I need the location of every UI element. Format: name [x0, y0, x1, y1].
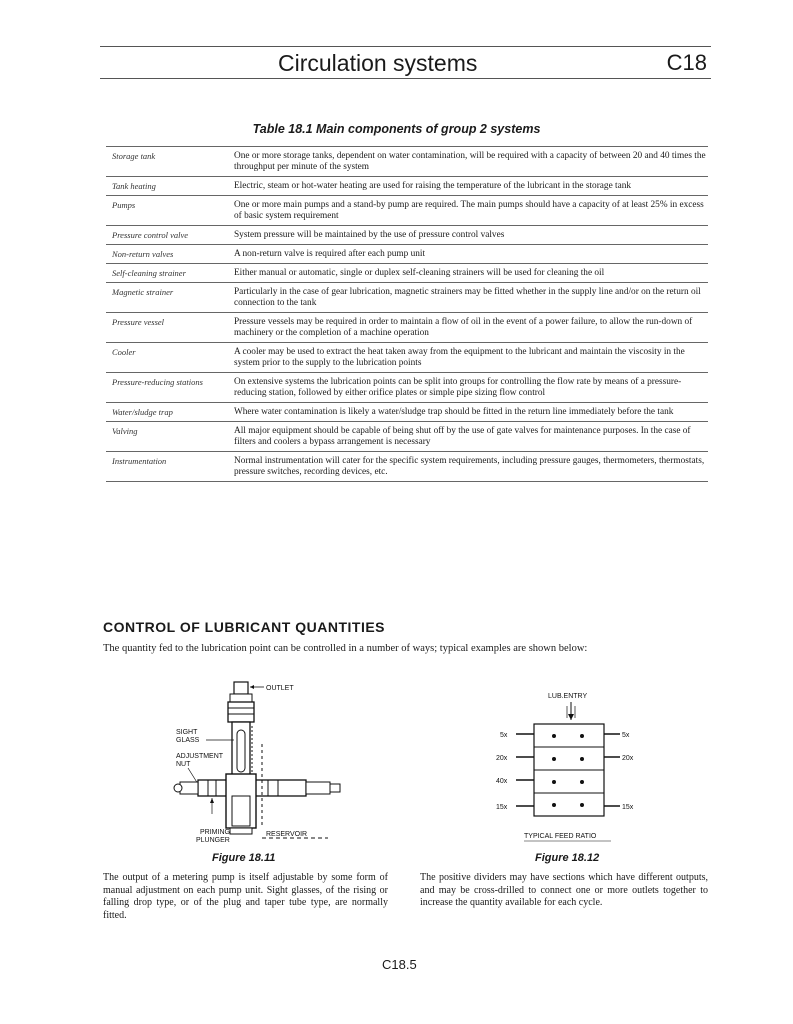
figure-12-text: The positive dividers may have sections which have different outputs, and may be cross-drilled to connect one or more outlets together to increase the quantity available for each cycle.	[420, 872, 708, 908]
table-row	[106, 226, 708, 245]
component-description: One or more storage tanks, dependent on water contamination, will be required with a capacity of between 20 and 40 times the throughput per minute of the system	[234, 151, 706, 172]
component-description: System pressure will be maintained by the use of pressure control valves	[234, 230, 505, 240]
table-row	[106, 196, 708, 226]
component-description: Where water contamination is likely a water/sludge trap should be fitted in the return line immediately before the tank	[234, 407, 674, 417]
nut-label: NUT	[176, 761, 191, 768]
table-row	[106, 373, 708, 403]
components-table	[106, 146, 708, 482]
table-row	[106, 313, 708, 343]
component-name: Storage tank	[112, 151, 156, 161]
section-code: C18	[666, 50, 707, 75]
figure-12-caption: Figure 18.12	[535, 852, 600, 864]
component-description: One or more main pumps and a stand-by pump are required. The main pumps should have a capacity of at least 25% in excess of basic system requirement	[234, 200, 704, 221]
glass-label: GLASS	[176, 737, 200, 744]
component-name: Pressure control valve	[112, 230, 189, 240]
component-name: Instrumentation	[112, 456, 167, 466]
header-rule-bottom	[100, 78, 711, 79]
table-row	[106, 283, 708, 313]
component-description: On extensive systems the lubrication points can be split into groups for controlling the flow rate by means of a pressure-reducing station, followed by either orifice plates or simple pipe sizing flow control	[234, 377, 682, 398]
component-description: Either manual or automatic, single or duplex self-cleaning strainers will be used for cleaning the oil	[234, 268, 605, 278]
reservoir-label: RESERVOIR	[266, 831, 308, 838]
component-name: Self-cleaning strainer	[112, 268, 186, 278]
component-name: Magnetic strainer	[112, 287, 174, 297]
priming-label: PRIMING	[200, 829, 230, 836]
page-header	[100, 46, 711, 80]
typical-feed-ratio-label: TYPICAL FEED RATIO	[524, 833, 597, 840]
page-number: C18.5	[382, 957, 417, 972]
figure-11-text: The output of a metering pump is itself adjustable by some form of manual adjustment on each pump unit. Sight glasses, of the rising or falling drop type, or of the plug and taper tube type, are normally fitted.	[103, 872, 388, 921]
table-row	[106, 147, 708, 177]
outlet-label: OUTLET	[266, 685, 294, 692]
component-name: Water/sludge trap	[112, 407, 173, 417]
section-title: CONTROL OF LUBRICANT QUANTITIES	[103, 619, 386, 635]
left-ratio-4: 15x	[496, 804, 508, 811]
left-ratio-2: 20x	[496, 755, 508, 762]
component-name: Tank heating	[112, 181, 156, 191]
metering-pump-diagram	[168, 678, 368, 850]
right-ratio-2: 20x	[622, 755, 634, 762]
component-description: A cooler may be used to extract the heat taken away from the equipment to the lubricant and maintain the viscosity in the system prior to the supply to the lubrication points	[234, 347, 685, 368]
table-row	[106, 245, 708, 264]
section-intro: The quantity fed to the lubrication point can be controlled in a number of ways; typical examples are shown below:	[103, 643, 588, 654]
component-description: All major equipment should be capable of being shut off by the use of gate valves for maintenance purposes. In the case of filters and coolers a bypass arrangement is necessary	[234, 426, 691, 447]
component-description: Normal instrumentation will cater for the specific system requirements, including pressure gauges, thermometers, thermostats, pressure switches, recording devices, etc.	[234, 456, 705, 477]
component-name: Valving	[112, 426, 138, 436]
table-row	[106, 343, 708, 373]
table-caption: Table 18.1 Main components of group 2 systems	[252, 122, 541, 136]
page-title: Circulation systems	[278, 50, 478, 76]
right-ratio-1: 5x	[622, 732, 630, 739]
right-ratio-3: 15x	[622, 804, 634, 811]
left-ratio-3: 40x	[496, 778, 508, 785]
figure-11-caption: Figure 18.11	[212, 852, 276, 864]
component-description: Electric, steam or hot-water heating are used for raising the temperature of the lubricant in the storage tank	[234, 181, 632, 191]
component-name: Pressure vessel	[112, 317, 165, 327]
component-description: Pressure vessels may be required in order to maintain a flow of oil in the event of a power failure, to allow the run-down of machinery or the completion of a machine operation	[234, 317, 693, 338]
table-row	[106, 403, 708, 422]
divider-block-diagram	[496, 684, 646, 850]
plunger-label: PLUNGER	[196, 837, 230, 844]
table-row	[106, 422, 708, 452]
component-name: Pressure-reducing stations	[112, 377, 203, 387]
table-row	[106, 177, 708, 196]
adjustment-label: ADJUSTMENT	[176, 753, 224, 760]
table-row	[106, 264, 708, 283]
component-description: A non-return valve is required after each pump unit	[234, 249, 426, 259]
sight-label: SIGHT	[176, 729, 198, 736]
component-description: Particularly in the case of gear lubrication, magnetic strainers may be fitted whether in the supply line and/or on the return oil connection to the tank	[234, 287, 701, 308]
component-name: Non-return valves	[112, 249, 174, 259]
lub-entry-label: LUB.ENTRY	[548, 693, 588, 700]
table-row	[106, 452, 708, 482]
left-ratio-1: 5x	[500, 732, 508, 739]
component-name: Pumps	[112, 200, 136, 210]
component-name: Cooler	[112, 347, 136, 357]
header-rule-top	[100, 46, 711, 47]
